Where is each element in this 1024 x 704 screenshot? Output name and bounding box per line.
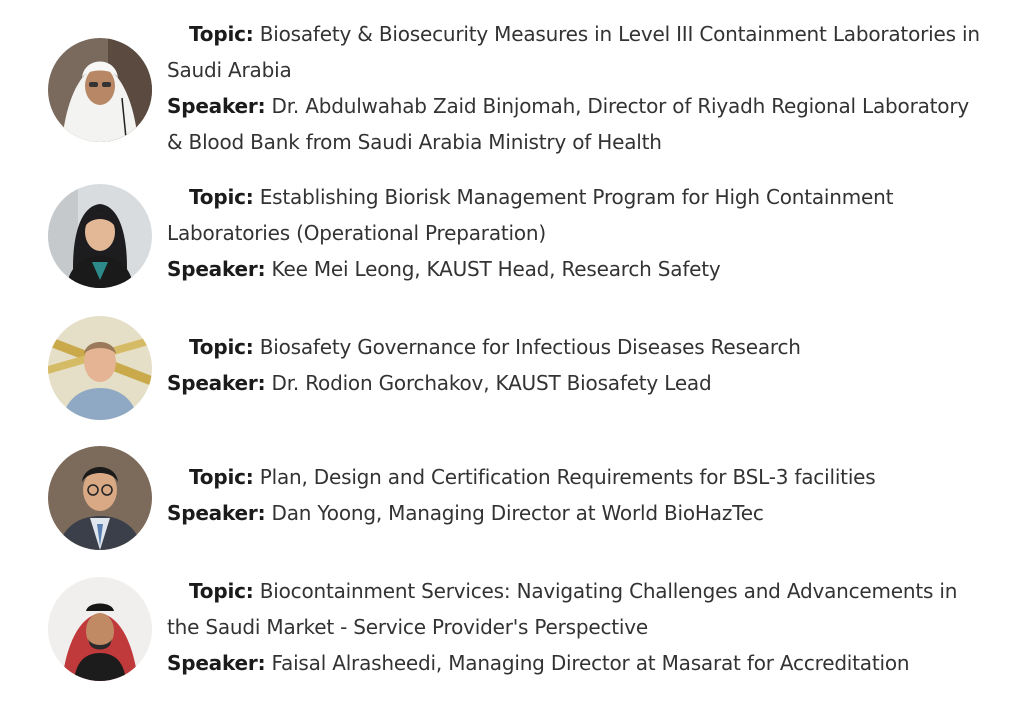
speaker-photo-gorchakov bbox=[48, 316, 152, 420]
speaker-text: Faisal Alrasheedi, Managing Director at Masarat for Accreditation bbox=[271, 651, 910, 675]
speaker-label: Speaker: bbox=[167, 94, 266, 118]
topic-text: Biosafety & Biosecurity Measures in Level III Containment Laboratories in Saudi Arabia bbox=[167, 22, 980, 82]
speaker-line bbox=[167, 645, 987, 681]
speaker-line bbox=[167, 495, 987, 531]
speaker-entry-4 bbox=[167, 459, 987, 531]
speaker-entry-1 bbox=[167, 16, 987, 160]
speaker-text: Dr. Abdulwahab Zaid Binjomah, Director of Riyadh Regional Laboratory & Blood Bank from Saudi Arabia Ministry of Health bbox=[167, 94, 969, 154]
speaker-text: Dr. Rodion Gorchakov, KAUST Biosafety Lead bbox=[271, 371, 712, 395]
avatar-portrait-3 bbox=[48, 316, 152, 420]
avatar-portrait-4 bbox=[48, 446, 152, 550]
topic-text: Biosafety Governance for Infectious Diseases Research bbox=[259, 335, 801, 359]
speaker-photo-binjomah bbox=[48, 38, 152, 142]
avatar-portrait-2 bbox=[48, 184, 152, 288]
speaker-line bbox=[167, 365, 987, 401]
topic-text: Establishing Biorisk Management Program for High Containment Laboratories (Operational Preparation) bbox=[167, 185, 894, 245]
speaker-photo-yoong bbox=[48, 446, 152, 550]
speaker-entry-5 bbox=[167, 573, 987, 681]
topic-line bbox=[167, 573, 987, 645]
avatar-portrait-1 bbox=[48, 38, 152, 142]
avatar-portrait-5 bbox=[48, 577, 152, 681]
speaker-text: Dan Yoong, Managing Director at World BioHazTec bbox=[271, 501, 764, 525]
topic-line bbox=[167, 179, 987, 251]
speaker-line bbox=[167, 88, 987, 160]
speaker-label: Speaker: bbox=[167, 501, 266, 525]
topic-label: Topic: bbox=[189, 465, 254, 489]
speaker-label: Speaker: bbox=[167, 651, 266, 675]
speaker-entry-2 bbox=[167, 179, 987, 287]
speaker-photo-alrasheedi bbox=[48, 577, 152, 681]
speaker-label: Speaker: bbox=[167, 257, 266, 281]
topic-text: Biocontainment Services: Navigating Challenges and Advancements in the Saudi Market - Service Provider's Perspective bbox=[167, 579, 958, 639]
topic-label: Topic: bbox=[189, 335, 254, 359]
topic-line bbox=[167, 16, 987, 88]
topic-label: Topic: bbox=[189, 185, 254, 209]
topic-line bbox=[167, 329, 987, 365]
speaker-entry-3 bbox=[167, 329, 987, 401]
topic-line bbox=[167, 459, 987, 495]
speaker-photo-leong bbox=[48, 184, 152, 288]
topic-label: Topic: bbox=[189, 579, 254, 603]
speaker-line bbox=[167, 251, 987, 287]
speaker-text: Kee Mei Leong, KAUST Head, Research Safety bbox=[271, 257, 721, 281]
topic-text: Plan, Design and Certification Requirements for BSL-3 facilities bbox=[259, 465, 876, 489]
speaker-label: Speaker: bbox=[167, 371, 266, 395]
topic-label: Topic: bbox=[189, 22, 254, 46]
